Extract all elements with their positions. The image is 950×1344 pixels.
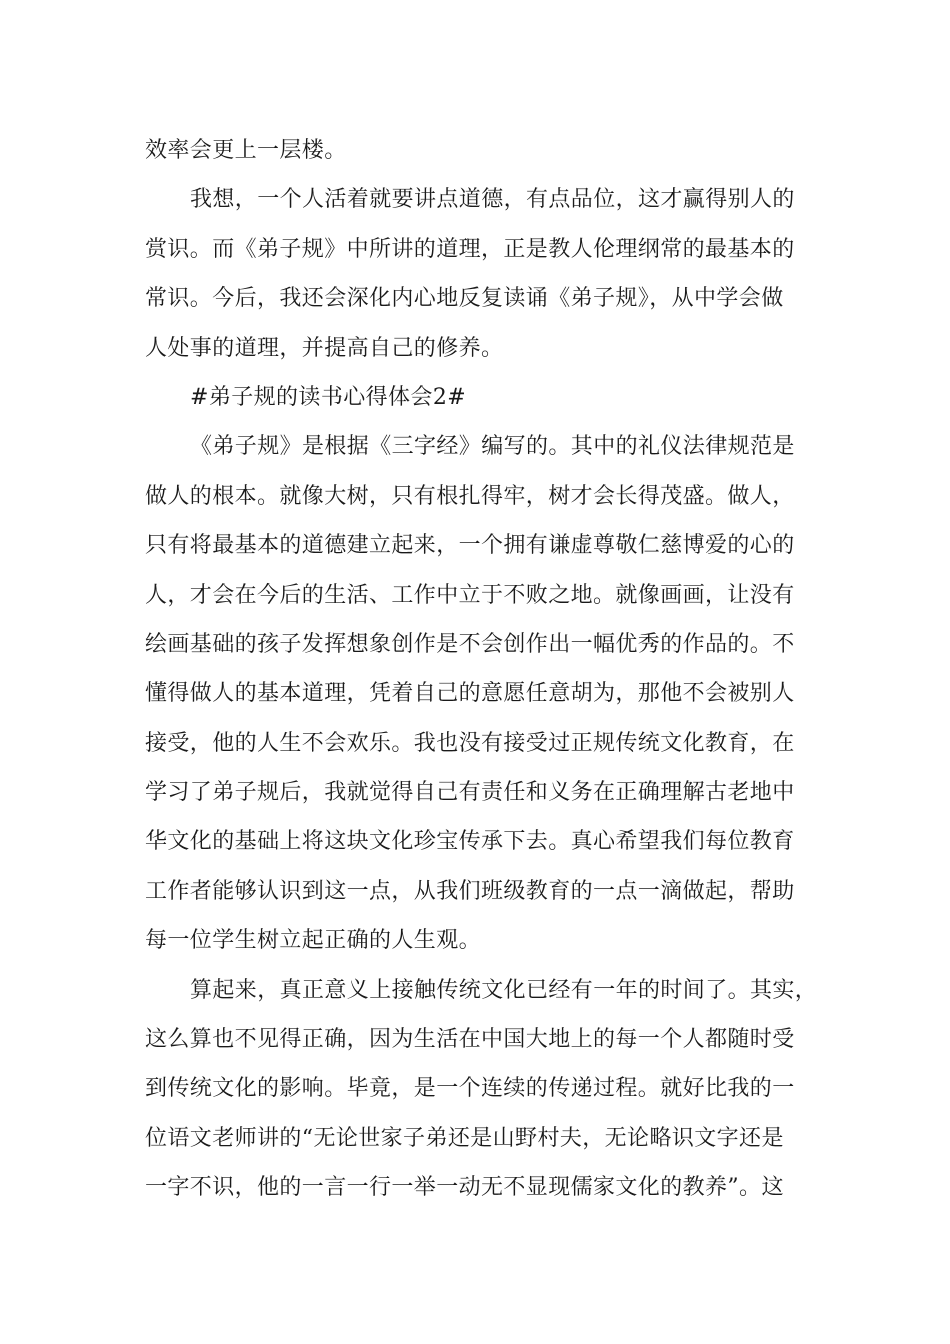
text-line: 效率会更上一层楼。 [145,138,347,163]
text-line: 一字不识，他的一言一行一举一动无不显现儒家文化的教养”。这 [145,1175,784,1201]
text-line: 《弟子规》是根据《三字经》编写的。其中的礼仪法律规范是 [190,434,795,460]
text-line: 算起来，真正意义上接触传统文化已经有一年的时间了。其实， [190,977,818,1003]
text-line: 懂得做人的基本道理，凭着自己的意愿任意胡为，那他不会被别人 [145,681,795,707]
section-heading: #弟子规的读书心得体会2# [190,384,467,410]
text-line: 赏识。而《弟子规》中所讲的道理，正是教人伦理纲常的最基本的 [145,236,795,262]
text-line: 到传统文化的影响。毕竟，是一个连续的传递过程。就好比我的一 [145,1076,795,1102]
text-line: 绘画基础的孩子发挥想象创作是不会创作出一幅优秀的作品的。不 [145,631,795,657]
text-line: 我想，一个人活着就要讲点道德，有点品位，这才赢得别人的 [190,187,795,213]
text-line: 位语文老师讲的“无论世家子弟还是山野村夫，无论略识文字还是 [145,1125,784,1151]
text-line: 做人的根本。就像大树，只有根扎得牢，树才会长得茂盛。做人， [145,483,795,509]
text-line: 工作者能够认识到这一点，从我们班级教育的一点一滴做起，帮助 [145,878,795,904]
text-line: 每一位学生树立起正确的人生观。 [145,928,482,954]
text-line: 学习了弟子规后，我就觉得自己有责任和义务在正确理解古老地中 [145,780,795,806]
text-line: 只有将最基本的道德建立起来，一个拥有谦虚尊敬仁慈博爱的心的 [145,533,795,559]
text-line: 人，才会在今后的生活、工作中立于不败之地。就像画画，让没有 [145,582,795,608]
text-line: 人处事的道理，并提高自己的修养。 [145,335,504,361]
text-line: 接受，他的人生不会欢乐。我也没有接受过正规传统文化教育，在 [145,730,795,756]
text-line: 华文化的基础上将这块文化珍宝传承下去。真心希望我们每位教育 [145,829,795,855]
text-line: 这么算也不见得正确，因为生活在中国大地上的每一个人都随时受 [145,1027,795,1053]
body-text [145,126,818,1213]
text-line: 常识。今后，我还会深化内心地反复读诵《弟子规》，从中学会做 [145,286,784,312]
